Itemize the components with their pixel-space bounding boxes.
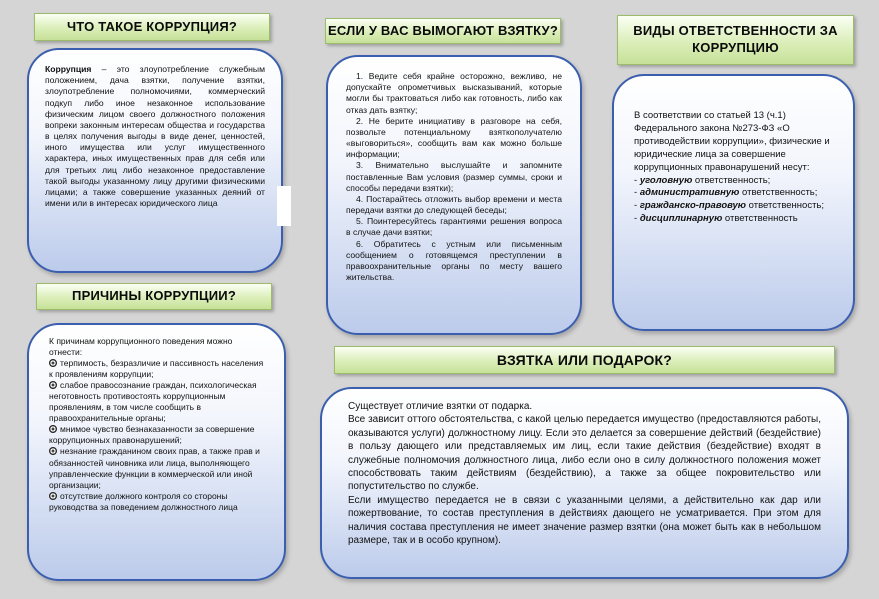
header-causes: ПРИЧИНЫ КОРРУПЦИИ? [36,283,272,310]
list-item: отсутствие должного контроля со стороны руководства за поведением должностного лица [49,490,238,512]
list-item: слабое правосознание граждан, психологическая неготовность противостоять коррупционным проявлениям, в том числе сообщить в правоохранительные органы; [49,380,257,424]
bullet-circle-icon [49,447,57,455]
list-item: 2. Не берите инициативу в разговоре на себя, позвольте потенциальному взяткополучателю «выговориться», сообщить вам как можно больше информации; [346,115,562,160]
header-if-extorted: ЕСЛИ У ВАС ВЫМОГАЮТ ВЗЯТКУ? [325,18,561,44]
bullet-circle-icon [49,381,57,389]
card-bribe-or-gift [320,387,849,579]
divider-mark [277,186,291,226]
gift-paragraph: Существует отличие взятки от подарка. [348,401,533,412]
list-item: 6. Обратитесь с устным или письменным сообщением о готовящемся преступлении в правоохранительные органы по месту вашего жительства. [346,238,562,283]
gift-paragraph: Если имущество передается не в связи с указанными целями, а действительно как дар или пожертвование, то состав преступления в действиях дающего не усматривается. При этом для наличия состава преступления не имеет значение размер взятки (она может быть как в небольшом размере, так и в особо крупном). [348,494,821,546]
list-item: 1. Ведите себя крайне осторожно, вежливо, не допускайте опрометчивых высказываний, которые могли бы трактоваться либо как готовность, либо как отказ дать взятку; [346,71,562,115]
list-item: 3. Внимательно выслушайте и запомните поставленные Вам условия (размер суммы, сроки и способы передачи взятки); [346,160,562,193]
header-bribe-or-gift: ВЗЯТКА ИЛИ ПОДАРОК? [334,346,835,374]
header-what-is-corruption: ЧТО ТАКОЕ КОРРУПЦИЯ? [34,13,270,41]
list-item: терпимость, безразличие и пассивность населения к проявлениям коррупции; [49,358,264,380]
liability-intro: В соответствии со статьей 13 (ч.1) Федерального закона №273-ФЗ «О противодействии коррупции», физические и юридические лица за совершение коррупционных правонарушений несут: [634,110,830,173]
list-item: мнимое чувство безнаказанности за совершение коррупционных правонарушений; [49,424,255,446]
header-liability-types: ВИДЫ ОТВЕТСТВЕННОСТИ ЗА КОРРУПЦИЮ [617,15,854,65]
gift-paragraph: Все зависит оттого обстоятельства, с какой целью передается имущество (предоставляются работы, оказываются услуги) должностному лицу. Если это делается за совершение действий (бездействие) в пользу дающего или представляемых им лиц, если такие действия (бездействие) входят в служебные полномочия должностного лица, либо если оно в силу должностного положения может способствовать таким действиям (бездействию), а также за общее покровительство или попустительство по службе. [348,414,821,493]
liability-item-administrative: - административную ответственность; [634,187,818,199]
liability-item-disciplinary: - дисциплинарную ответственность [634,213,798,225]
bullet-circle-icon [49,425,57,433]
card-definition [27,48,283,273]
liability-item-civil: - гражданско-правовую ответственность; [634,200,825,212]
liability-item-criminal: - уголовную ответственность; [634,174,771,186]
card-causes [27,323,286,581]
card-liability [612,74,855,331]
list-item: 4. Постарайтесь отложить выбор времени и места передачи взятки до следующей беседы; [346,193,562,216]
bullet-circle-icon [49,359,57,367]
definition-text: – это злоупотребление служебным положением, дача взятки, получение взятки, злоупотребление полномочиями, коммерческий подкуп либо иное незаконное использование физическим лицом своего должностного положения вопреки законным интересам общества и государства в целях получения выгоды в виде денег, ценностей, иного имущества или услуг имущественного характера, иных имущественных прав для себя или для третьих лиц либо незаконное предоставление такой выгоды указанному лицу другими физическими лицами; а также совершение указанных деяний от имени или в интересах юридического лица [45,64,265,209]
definition-term: Коррупция [45,64,92,74]
list-item: незнание гражданином своих прав, а также прав и обязанностей чиновника или лица, выполняющего управленческие функции в коммерческой или иной организации; [49,446,260,490]
card-extortion-advice [326,55,582,335]
causes-intro: К причинам коррупционного поведения можно отнести: [49,336,233,358]
list-item: 5. Поинтересуйтесь гарантиями решения вопроса в случае дачи взятки; [346,216,562,238]
bullet-circle-icon [49,492,57,500]
